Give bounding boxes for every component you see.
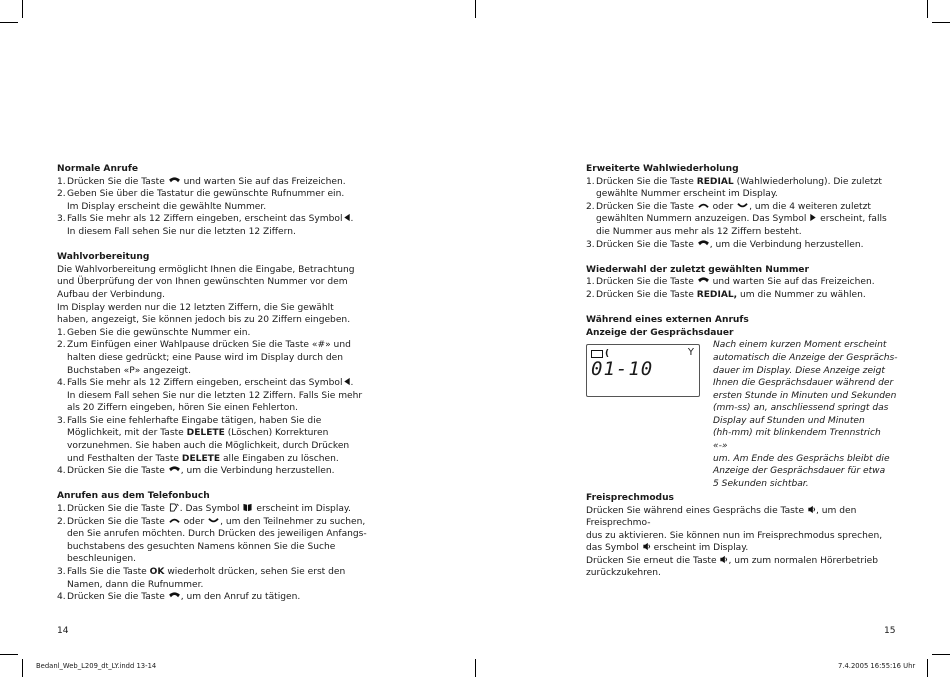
left-page [57, 163, 367, 616]
crop-mark [927, 0, 928, 18]
list-item: 1. Drücken Sie die Taste . Das Symbol erscheint im Display. [57, 504, 351, 515]
battery-icon [591, 350, 603, 358]
list-item: 2. Drücken Sie die Taste oder , um die 4 weiteren zuletzt gewählten Nummern anzuzeigen. Das Symbol erscheint, falls die Nummer aus mehr als 12 Ziffern besteht. [586, 201, 887, 237]
talk-key-icon [168, 176, 181, 185]
list-item: 2. Zum Einfügen einer Wahlpause drücken Sie die Taste «#» und halten diese gedrückt; eine Pause wird im Display durch den Buchstaben «P» angezeigt. [57, 340, 351, 376]
section-heading: Wahlvorbereitung [57, 252, 150, 263]
section-telefonbuch [57, 490, 367, 603]
list-item: 1. Geben Sie die gewünschte Nummer ein. [57, 327, 251, 338]
talk-key-icon [168, 465, 181, 474]
list-item: 4. Drücken Sie die Taste , um den Anruf zu tätigen. [57, 592, 301, 603]
antenna-icon: Y [687, 347, 694, 359]
section-normale-anrufe [57, 163, 367, 239]
section-subheading: Anzeige der Gesprächsdauer [586, 327, 734, 338]
print-slug-file: Bedanl_Web_L209_dt_LY.indd 13-14 [36, 662, 157, 670]
speaker-icon [807, 505, 816, 514]
section-erweiterte-wahlwiederholung [586, 163, 896, 251]
steps-list [57, 176, 367, 239]
print-slug-date: 7.4.2005 16:55:16 Uhr [838, 662, 916, 670]
lcd-digits: 01-10 [591, 358, 654, 381]
arrow-left-icon [343, 377, 351, 386]
section-heading: Normale Anrufe [57, 164, 139, 174]
book-icon [242, 503, 253, 512]
list-item: 2. Geben Sie über die Tastatur die gewünschte Rufnummer ein. Im Display erscheint die gewählte Nummer. [57, 189, 345, 212]
list-item: 1. Drücken Sie die Taste und warten Sie auf das Freizeichen. [586, 277, 875, 288]
section-heading: Erweiterte Wahlwiederholung [586, 164, 739, 174]
crop-mark [932, 654, 950, 655]
list-item: 4. Drücken Sie die Taste , um die Verbindung herzustellen. [57, 466, 335, 477]
arrow-down-key-icon [207, 516, 220, 525]
section-heading: Während eines externen Anrufs [586, 315, 749, 326]
section-heading: Wiederwahl der zuletzt gewählten Nummer [586, 264, 809, 275]
paragraph: Drücken Sie während eines Gesprächs die Taste , um den Freisprechmo- dus zu aktivieren. Sie können nun im Freisprechmodus sprechen, das Symbol erscheint im Display. [586, 505, 883, 554]
crop-mark [0, 654, 18, 655]
crop-mark [0, 22, 18, 23]
phonebook-key-icon [168, 503, 180, 512]
section-wiederwahl [586, 264, 896, 302]
talk-key-icon [168, 591, 181, 600]
page-number: 14 [57, 626, 69, 636]
section-wahlvorbereitung [57, 251, 367, 478]
steps-list [57, 327, 367, 478]
list-item: 2. Drücken Sie die Taste oder , um den Teilnehmer zu suchen, den Sie anrufen möchten. Durch Drücken des jeweiligen Anfangsbuchstabens des gesuchten Namens können Sie die Suche beschleunigen. [57, 516, 367, 565]
speaker-icon [642, 542, 651, 551]
steps-list [586, 176, 896, 252]
list-item: 3. Drücken Sie die Taste , um die Verbindung herzustellen. [586, 239, 864, 250]
crop-mark [22, 659, 23, 677]
section-freisprechmodus [586, 492, 896, 580]
paragraph: Die Wahlvorbereitung ermöglicht Ihnen die Eingabe, Betrachtung und Überprüfung der von Ihnen gewünschten Nummer vor dem Aufbau der Verbindung. [57, 264, 355, 300]
steps-list [586, 276, 896, 301]
talk-key-icon [697, 276, 710, 285]
list-item: 3. Falls Sie die Taste OK wiederholt drücken, sehen Sie erst den Namen, dann die Rufnummer. [57, 567, 346, 590]
arrow-up-key-icon [168, 516, 181, 525]
list-item: 3. Falls Sie eine fehlerhafte Eingabe tätigen, haben Sie die Möglichkeit, mit der Taste DELETE (Löschen) Korrekturen vorzunehmen. Sie haben auch die Möglichkeit, durch Drücken und Festhalten der Taste DELETE alle Eingaben zu löschen. [57, 415, 350, 464]
display-figure [586, 339, 898, 489]
arrow-left-icon [343, 213, 351, 222]
section-heading: Anrufen aus dem Telefonbuch [57, 491, 210, 502]
list-item: 3. Falls Sie mehr als 12 Ziffern eingeben, erscheint das Symbol . In diesem Fall sehen Sie nur die letzten 12 Ziffern. [57, 214, 354, 237]
lcd-display [586, 344, 700, 397]
list-item: 1. Drücken Sie die Taste und warten Sie auf das Freizeichen. [57, 176, 346, 187]
crop-mark [932, 22, 950, 23]
handset-icon: ( [605, 349, 610, 360]
crop-mark [475, 659, 476, 677]
display-caption: Nach einem kurzen Moment erscheint automatisch die Anzeige der Gesprächs- dauer im Display. Diese Anzeige zeigt Ihnen die Gesprächsdauer während der ersten Stunde in Minuten und Sekunden (mm-ss) an, anschliessend springt das Display auf Stunden und Minuten (hh-mm) mit blinkendem Trennstrich «-» um. Am Ende des Gesprächs bleibt die Anzeige der Gesprächsdauer für etwa 5 Sekunden sichtbar. [713, 340, 898, 489]
crop-mark [22, 0, 23, 18]
list-item: 2. Drücken Sie die Taste REDIAL, um die Nummer zu wählen. [586, 289, 866, 300]
crop-mark [475, 0, 476, 18]
list-item: 1. Drücken Sie die Taste REDIAL (Wahlwiederholung). Die zuletzt gewählte Nummer erscheint im Display. [586, 176, 882, 200]
paragraph: Drücken Sie erneut die Taste , um zum normalen Hörerbetrieb zurückzukehren. [586, 555, 878, 579]
arrow-up-key-icon [697, 201, 710, 210]
section-externer-anruf [586, 314, 898, 489]
paragraph: Im Display werden nur die 12 letzten Ziffern, die Sie gewählt haben, angezeigt, Sie können jedoch bis zu 20 Ziffern eingeben. [57, 302, 351, 326]
section-heading: Freisprechmodus [586, 492, 674, 503]
crop-mark [927, 659, 928, 677]
page-number: 15 [884, 626, 896, 636]
list-item: 4. Falls Sie mehr als 12 Ziffern eingeben, erscheint das Symbol . In diesem Fall sehen Sie nur die letzten 12 Ziffern. Falls Sie mehr als 20 Ziffern eingeben, hören Sie einen Fehlerton. [57, 378, 363, 414]
talk-key-icon [697, 239, 710, 248]
steps-list [57, 503, 367, 604]
right-page [586, 163, 896, 593]
arrow-down-key-icon [736, 201, 749, 210]
